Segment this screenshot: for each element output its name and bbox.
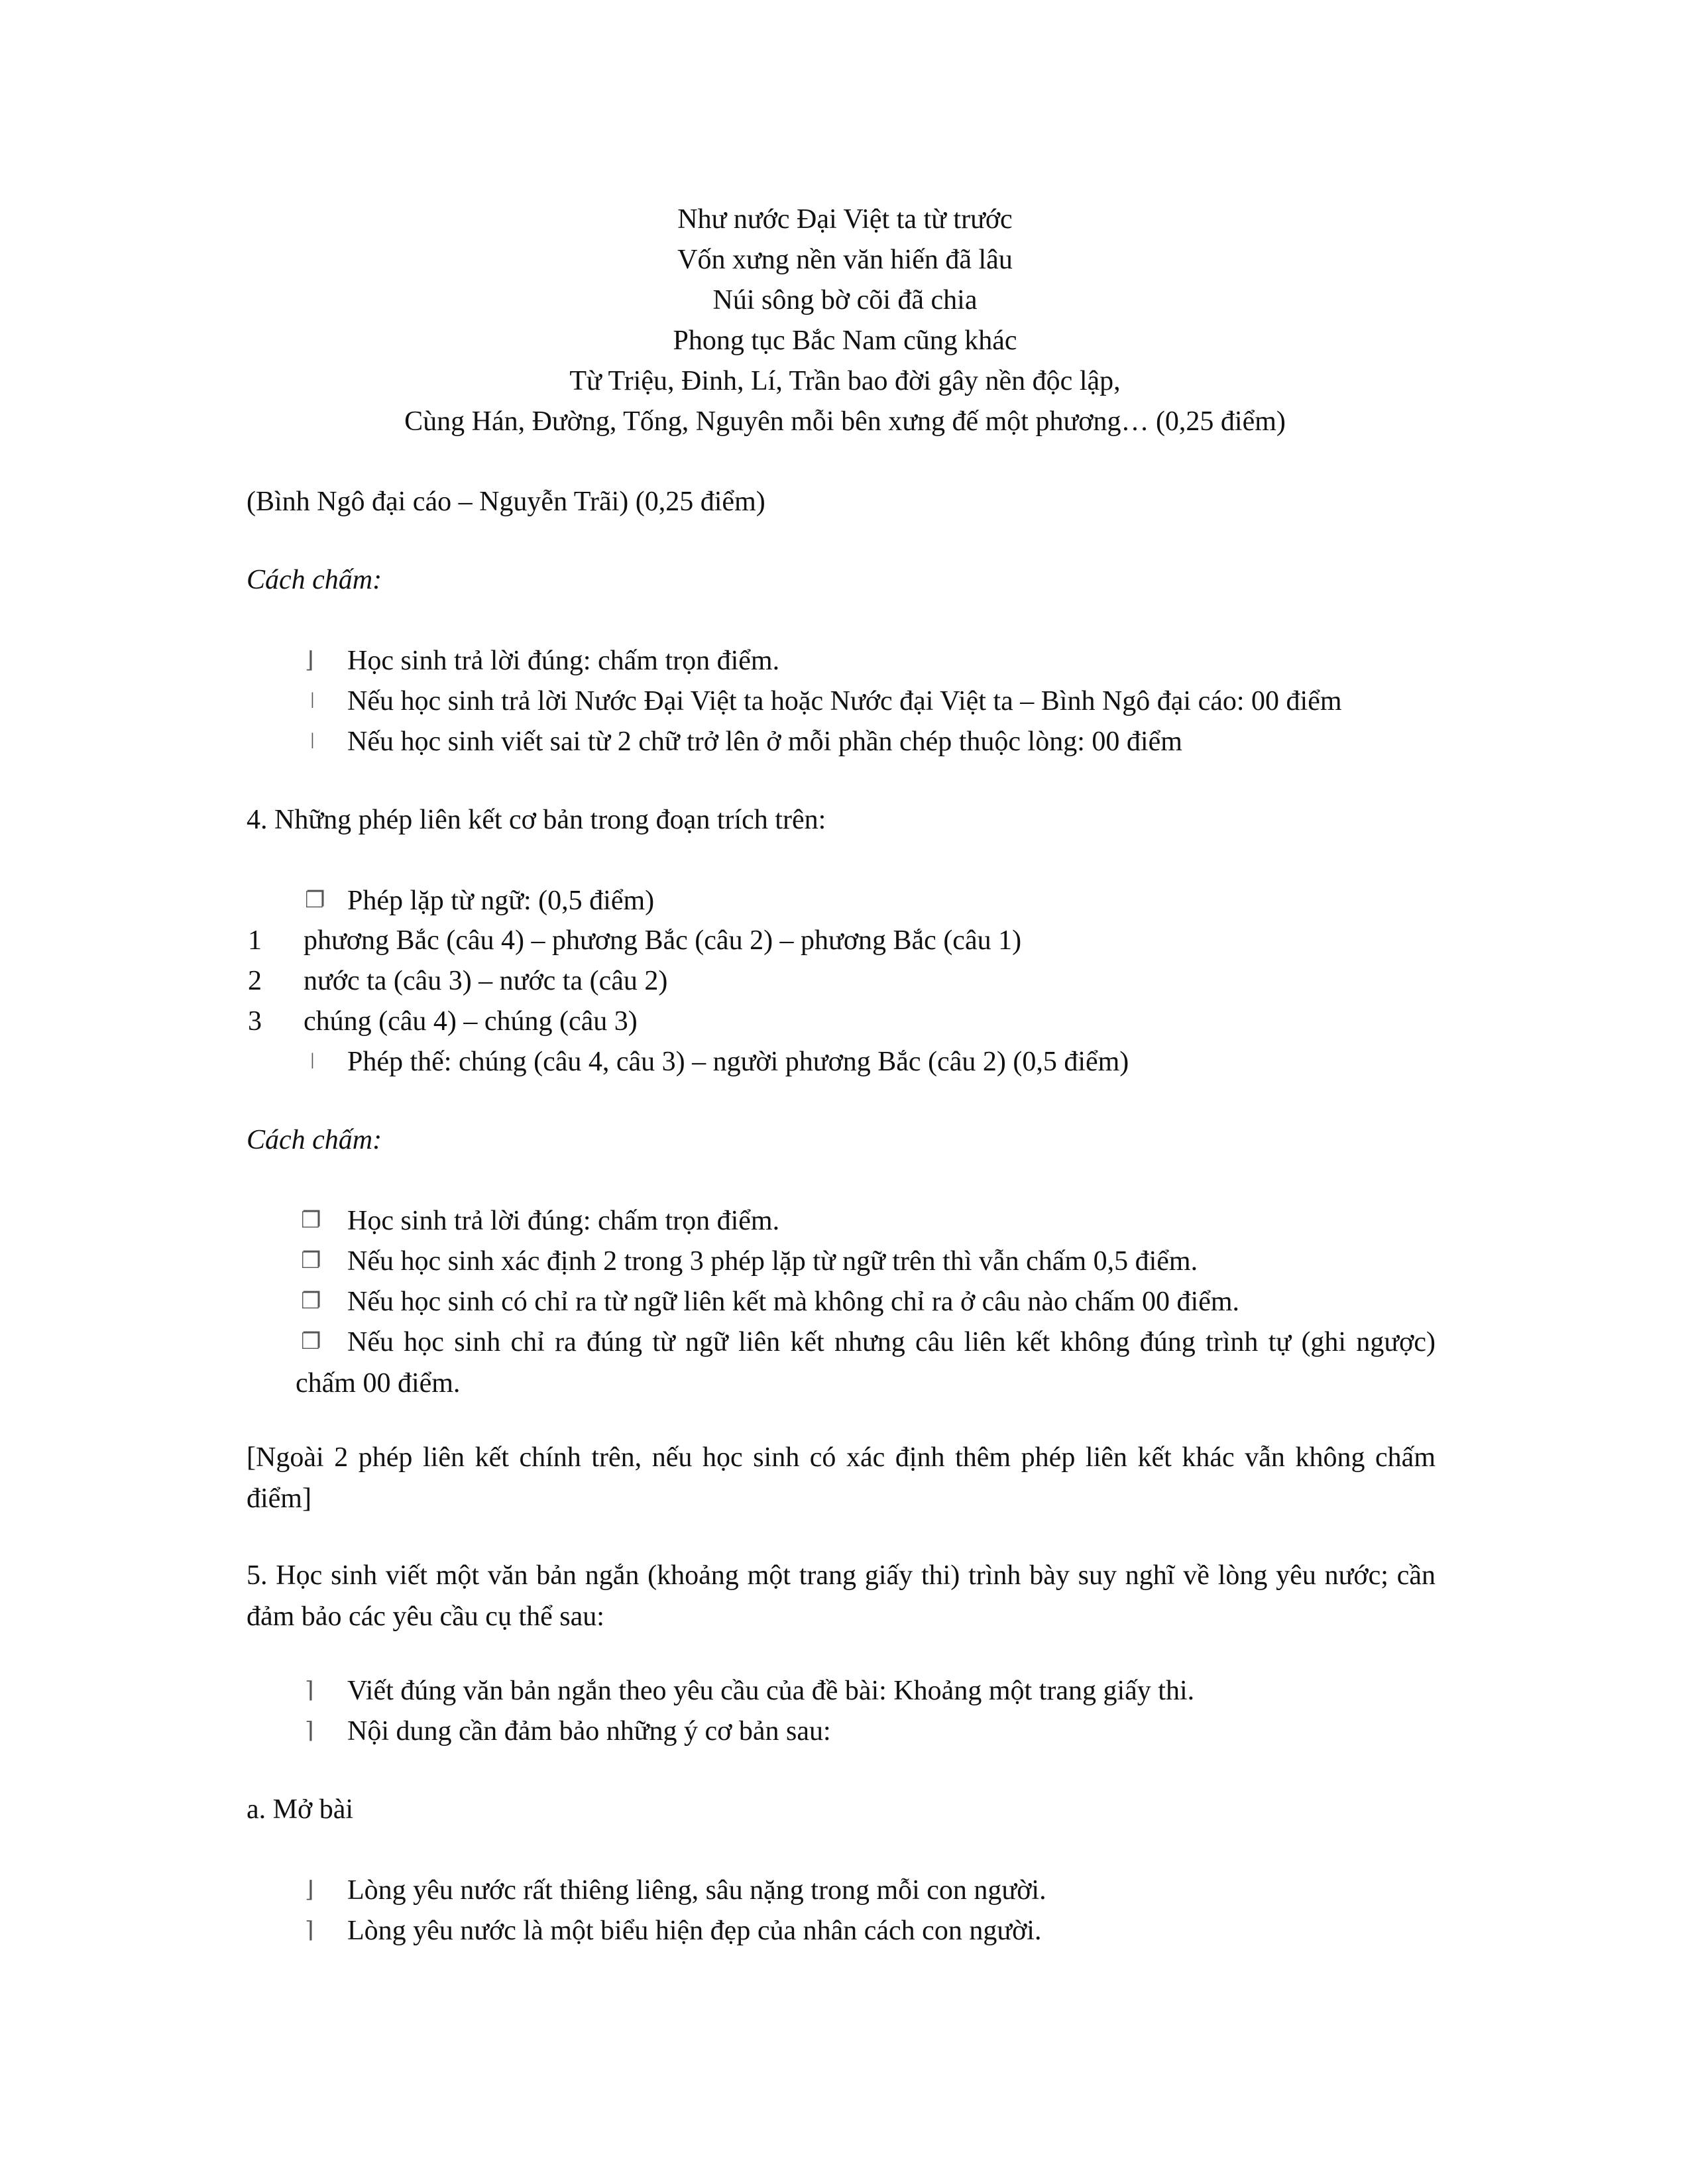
list-number: 2: [248, 966, 262, 996]
poem-line: Phong tục Bắc Nam cũng khác: [673, 325, 1017, 356]
note-paragraph: [Ngoài 2 phép liên kết chính trên, nếu học sinh có xác định thêm phép liên kết khác vẫn không chấm điểm]: [247, 1442, 1436, 1514]
bullet-icon: ǀ: [310, 689, 315, 713]
bullet-icon: ǀ: [310, 1049, 315, 1074]
bullet-icon: ⌉: [305, 1678, 314, 1703]
bullet-icon: ⌉: [305, 1719, 314, 1743]
list-item: Lòng yêu nước rất thiêng liêng, sâu nặng trong mỗi con người.: [347, 1875, 1046, 1906]
list-item: Nếu học sinh có chỉ ra từ ngữ liên kết mà không chỉ ra ở câu nào chấm 00 điểm.: [347, 1287, 1240, 1317]
bullet-icon: ❐: [301, 1249, 321, 1273]
list-item: Nếu học sinh trả lời Nước Đại Việt ta hoặc Nước đại Việt ta – Bình Ngô đại cáo: 00 điểm: [347, 686, 1342, 717]
list-item: Học sinh trả lời đúng: chấm trọn điểm.: [347, 646, 780, 676]
bullet-icon: ⌉: [305, 1918, 314, 1943]
list-item: Lòng yêu nước là một biểu hiện đẹp của nhân cách con người.: [347, 1916, 1042, 1946]
section-title: a. Mở bài: [247, 1794, 354, 1825]
list-item: Nếu học sinh xác định 2 trong 3 phép lặp từ ngữ trên thì vẫn chấm 0,5 điểm.: [347, 1246, 1198, 1277]
question-title: 4. Những phép liên kết cơ bản trong đoạn trích trên:: [247, 805, 826, 835]
list-item: chúng (câu 4) – chúng (câu 3): [304, 1006, 638, 1037]
list-item: phương Bắc (câu 4) – phương Bắc (câu 2) – phương Bắc (câu 1): [304, 925, 1022, 956]
poem-line: Như nước Đại Việt ta từ trước: [677, 204, 1013, 235]
poem-line: Vốn xưng nền văn hiến đã lâu: [677, 245, 1013, 275]
list-item: Học sinh trả lời đúng: chấm trọn điểm.: [347, 1206, 780, 1236]
bullet-icon: ⌋: [305, 648, 314, 673]
bullet-icon: ⌋: [305, 1878, 314, 1902]
bullet-icon: ǀ: [310, 729, 315, 754]
bullet-icon: ❐: [301, 1208, 321, 1233]
list-item: Phép thế: chúng (câu 4, câu 3) – người phương Bắc (câu 2) (0,5 điểm): [347, 1047, 1129, 1077]
poem-line: Cùng Hán, Đường, Tống, Nguyên mỗi bên xưng đế một phương… (0,25 điểm): [404, 406, 1286, 437]
bullet-icon: ❐: [301, 1330, 321, 1354]
poem-line: Từ Triệu, Đinh, Lí, Trần bao đời gây nền độc lập,: [569, 366, 1121, 396]
list-item: Phép lặp từ ngữ: (0,5 điểm): [347, 886, 655, 916]
bullet-icon: ❐: [301, 1289, 321, 1314]
list-item: Viết đúng văn bản ngắn theo yêu cầu của đề bài: Khoảng một trang giấy thi.: [347, 1676, 1195, 1706]
question-intro: 5. Học sinh viết một văn bản ngắn (khoảng một trang giấy thi) trình bày suy nghĩ về lòng yêu nước; cần đảm bảo các yêu cầu cụ thể sau:: [247, 1560, 1436, 1632]
poem-line: Núi sông bờ cõi đã chia: [712, 285, 978, 316]
list-item: Nếu học sinh viết sai từ 2 chữ trở lên ở mỗi phần chép thuộc lòng: 00 điểm: [347, 726, 1182, 757]
bullet-icon: ❐: [305, 888, 325, 913]
grading-heading: Cách chấm:: [247, 1125, 382, 1155]
grading-heading: Cách chấm:: [247, 565, 382, 595]
list-number: 3: [248, 1006, 262, 1037]
list-number: 1: [248, 925, 262, 956]
list-item: Nội dung cần đảm bảo những ý cơ bản sau:: [347, 1716, 831, 1747]
poem-source: (Bình Ngô đại cáo – Nguyễn Trãi) (0,25 điểm): [247, 487, 765, 517]
list-item: Nếu học sinh chỉ ra đúng từ ngữ liên kết nhưng câu liên kết không đúng trình tự (ghi ngược) chấm 00 điểm.: [296, 1327, 1436, 1399]
list-item: nước ta (câu 3) – nước ta (câu 2): [304, 966, 668, 996]
